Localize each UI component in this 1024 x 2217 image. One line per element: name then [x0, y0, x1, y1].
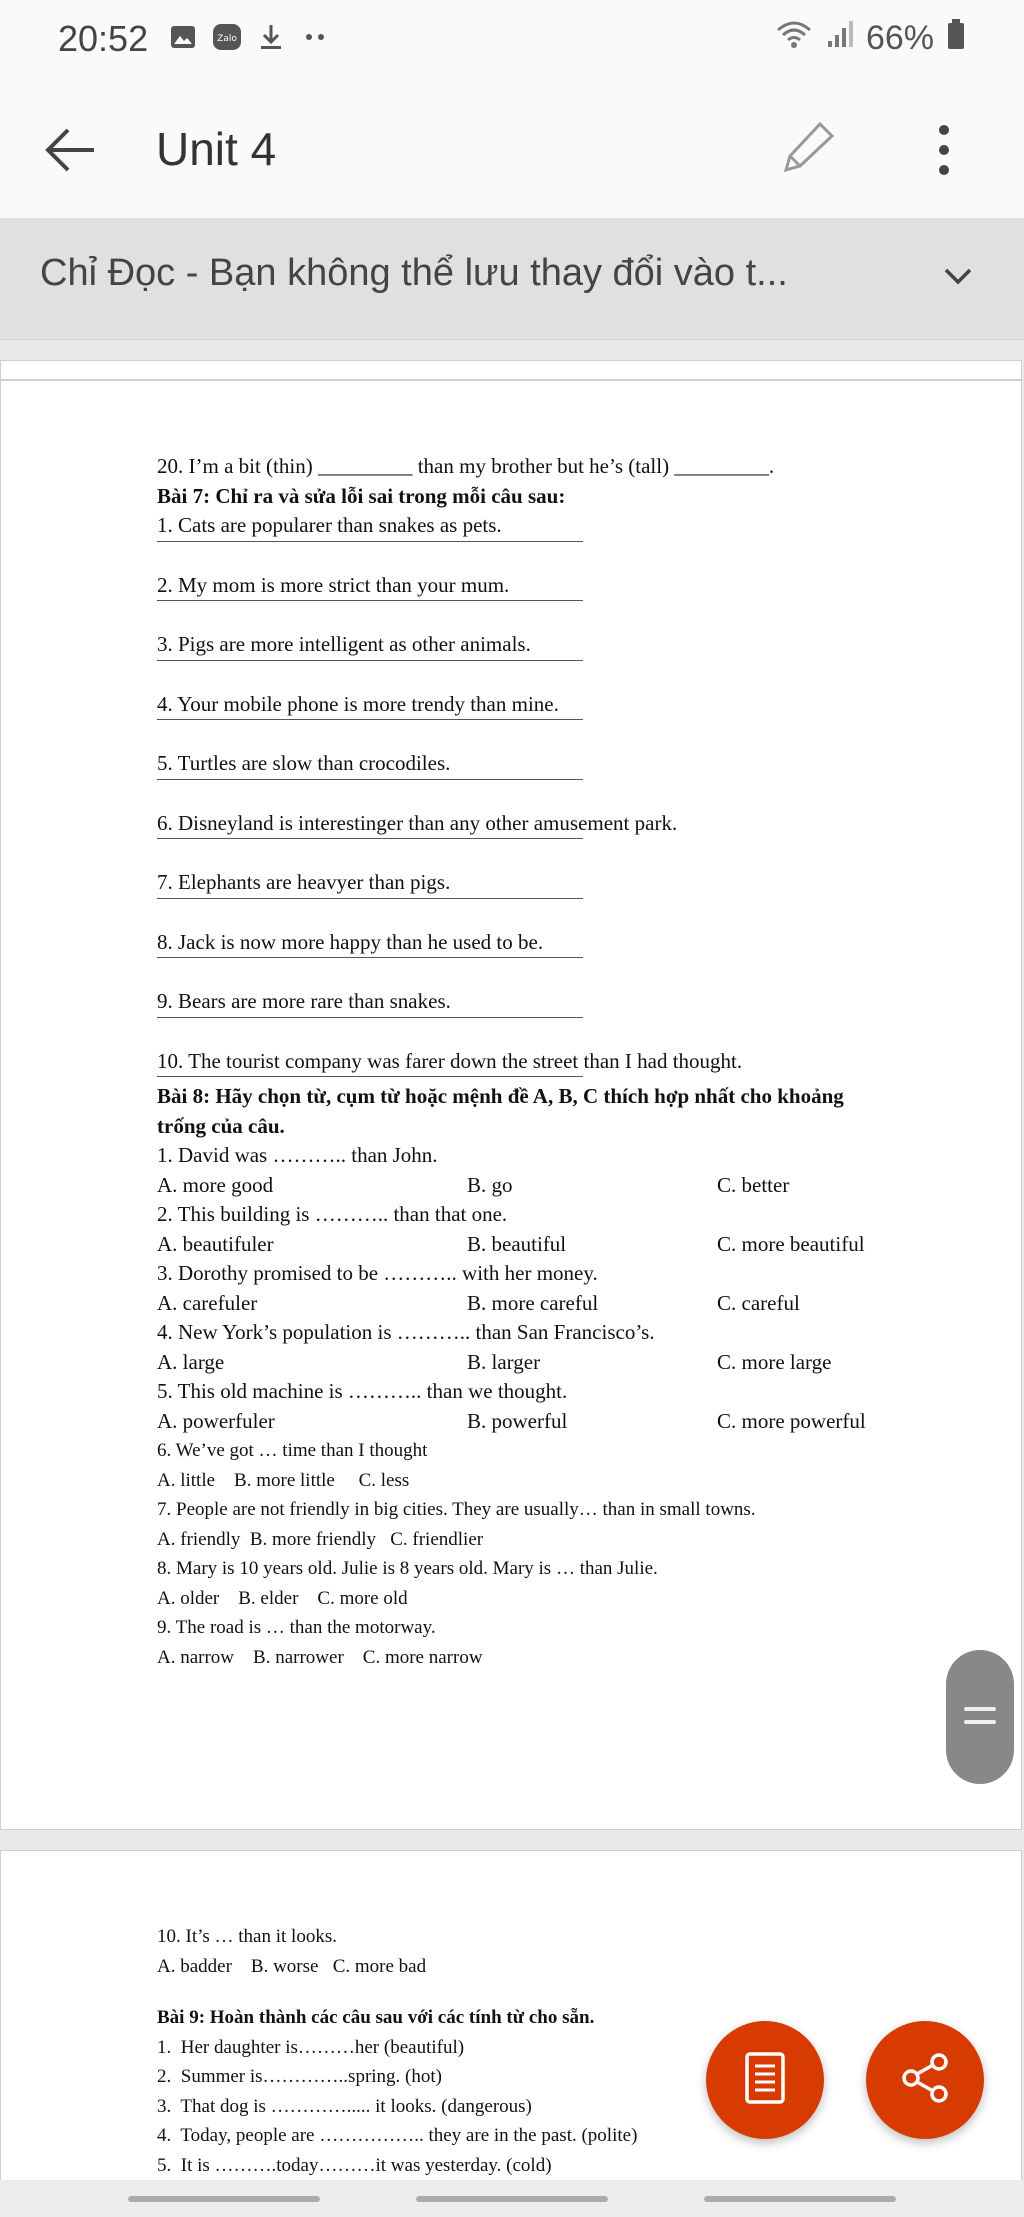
mc-question: 1. David was ……….. than John.	[157, 1143, 438, 1167]
option-a: A. beautifuler	[157, 1231, 274, 1256]
back-arrow-icon[interactable]	[38, 118, 102, 182]
option-a: A. powerfuler	[157, 1408, 275, 1433]
question-line: 20. I’m a bit (thin) _________ than my brother but he’s (tall) _________.	[157, 454, 775, 478]
nav-recents[interactable]	[128, 2196, 320, 2202]
mc-question: 2. This building is ……….. than that one.	[157, 1202, 508, 1226]
option-b: B. more careful	[467, 1290, 599, 1315]
answer-line	[157, 898, 583, 928]
mc-options	[157, 1407, 897, 1437]
wifi-icon	[774, 18, 814, 59]
exercise-item: 2. Summer is…………..spring. (hot)	[157, 2066, 442, 2087]
answer-line	[157, 660, 583, 690]
exercise-item: 7. Elephants are heavyer than pigs.	[157, 870, 451, 894]
exercise-item: 4. Today, people are …………….. they are in the past. (polite)	[157, 2125, 638, 2146]
mc-options: A. little B. more little C. less	[157, 1469, 410, 1491]
scroll-handle[interactable]	[946, 1650, 1014, 1784]
mc-options	[157, 1348, 897, 1378]
mc-options: A. narrow B. narrower C. more narrow	[157, 1646, 483, 1668]
zalo-icon	[212, 22, 242, 52]
exercise-item: 6. Disneyland is interestinger than any other amusement park.	[157, 810, 678, 835]
document-page-edge	[0, 360, 1022, 380]
exercise-item: 4. Your mobile phone is more trendy than mine.	[157, 691, 559, 716]
chevron-down-icon[interactable]	[938, 256, 978, 296]
mc-question: 7. People are not friendly in big cities. They are usually… than in small towns.	[157, 1499, 756, 1520]
option-c: C. more beautiful	[717, 1231, 865, 1256]
option-b: B. larger	[467, 1349, 541, 1374]
edit-pencil-icon[interactable]	[774, 114, 840, 180]
document-title: Unit 4	[156, 123, 277, 175]
exercise-item: 9. Bears are more rare than snakes.	[157, 989, 451, 1013]
exercise-item: 3. Pigs are more intelligent as other animals.	[157, 632, 531, 656]
mc-question: 8. Mary is 10 years old. Julie is 8 years old. Mary is … than Julie.	[157, 1558, 658, 1579]
answer-line	[157, 1017, 583, 1047]
share-icon	[897, 2050, 953, 2110]
more-options-icon[interactable]	[924, 118, 964, 182]
document-view-icon	[742, 2051, 788, 2109]
mc-question: 4. New York’s population is ……….. than San Francisco’s.	[157, 1320, 655, 1344]
app-bar	[0, 82, 1024, 218]
gallery-icon	[168, 22, 198, 52]
option-a: A. large	[157, 1349, 225, 1374]
exercise-item: 1. Her daughter is………her (beautiful)	[157, 2036, 465, 2058]
exercise-item: 5. It is ……….today………it was yesterday. (cold)	[157, 2154, 552, 2176]
status-bar	[0, 0, 1024, 82]
option-c: C. careful	[717, 1290, 800, 1315]
answer-line	[157, 719, 583, 749]
option-c: C. more powerful	[717, 1408, 866, 1433]
option-b: B. beautiful	[467, 1231, 567, 1256]
option-c: C. better	[717, 1172, 790, 1197]
read-only-message: Chỉ Đọc - Bạn không thể lưu thay đổi vào t...	[40, 252, 788, 294]
answer-line	[157, 838, 583, 868]
section-heading: Bài 9: Hoàn thành các câu sau với các tính từ cho sẵn.	[157, 2007, 595, 2028]
mc-question: 3. Dorothy promised to be ……….. with her money.	[157, 1261, 598, 1285]
option-b: B. powerful	[467, 1408, 568, 1433]
mc-question: 10. It’s … than it looks.	[157, 1926, 337, 1947]
mc-options: A. friendly B. more friendly C. friendlier	[157, 1528, 484, 1550]
page-content	[157, 452, 897, 1672]
mc-options	[157, 1171, 897, 1201]
mc-options: A. badder B. worse C. more bad	[157, 1955, 427, 1977]
battery-level: 66%	[865, 19, 934, 57]
answer-line	[157, 600, 583, 630]
status-time: 20:52	[58, 18, 149, 59]
system-nav-bar	[0, 2180, 1024, 2217]
mc-question: 6. We’ve got … time than I thought	[157, 1440, 428, 1461]
answer-line	[157, 957, 583, 987]
answer-line	[157, 541, 583, 571]
exercise-item: 10. The tourist company was farer down the street than I had thought.	[157, 1048, 743, 1073]
section-heading: Bài 8: Hãy chọn từ, cụm từ hoặc mệnh đề A, B, C thích hợp nhất cho khoảng trống của câu.	[157, 1084, 844, 1138]
answer-line	[157, 779, 583, 809]
option-a: A. more good	[157, 1172, 274, 1197]
option-a: A. carefuler	[157, 1290, 258, 1315]
mc-question: 9. The road is … than the motorway.	[157, 1617, 436, 1638]
more-dots-icon	[300, 22, 330, 52]
mc-question: 5. This old machine is ……….. than we thought.	[157, 1379, 568, 1403]
nav-home[interactable]	[416, 2196, 608, 2202]
exercise-item: 2. My mom is more strict than your mum.	[157, 572, 510, 597]
mc-options	[157, 1289, 897, 1319]
download-icon	[256, 22, 286, 52]
reading-view-button[interactable]	[706, 2021, 824, 2139]
nav-back[interactable]	[704, 2196, 896, 2202]
exercise-item: 1. Cats are popularer than snakes as pets.	[157, 513, 502, 537]
section-heading: Bài 7: Chỉ ra và sửa lỗi sai trong mỗi câu sau:	[157, 483, 566, 508]
svg-text:Zalo: Zalo	[217, 34, 237, 44]
share-button[interactable]	[866, 2021, 984, 2139]
mc-options: A. older B. elder C. more old	[157, 1587, 408, 1609]
mc-options	[157, 1230, 897, 1260]
exercise-item: 3. That dog is …………..... it looks. (dangerous)	[157, 2095, 532, 2117]
battery-icon	[946, 18, 966, 59]
signal-icon	[826, 19, 854, 58]
read-only-banner[interactable]	[0, 218, 1024, 340]
option-c: C. more large	[717, 1349, 832, 1374]
option-b: B. go	[467, 1172, 513, 1197]
exercise-item: 5. Turtles are slow than crocodiles.	[157, 751, 451, 775]
exercise-item: 8. Jack is now more happy than he used to be.	[157, 929, 544, 954]
page-content	[157, 1922, 757, 2180]
